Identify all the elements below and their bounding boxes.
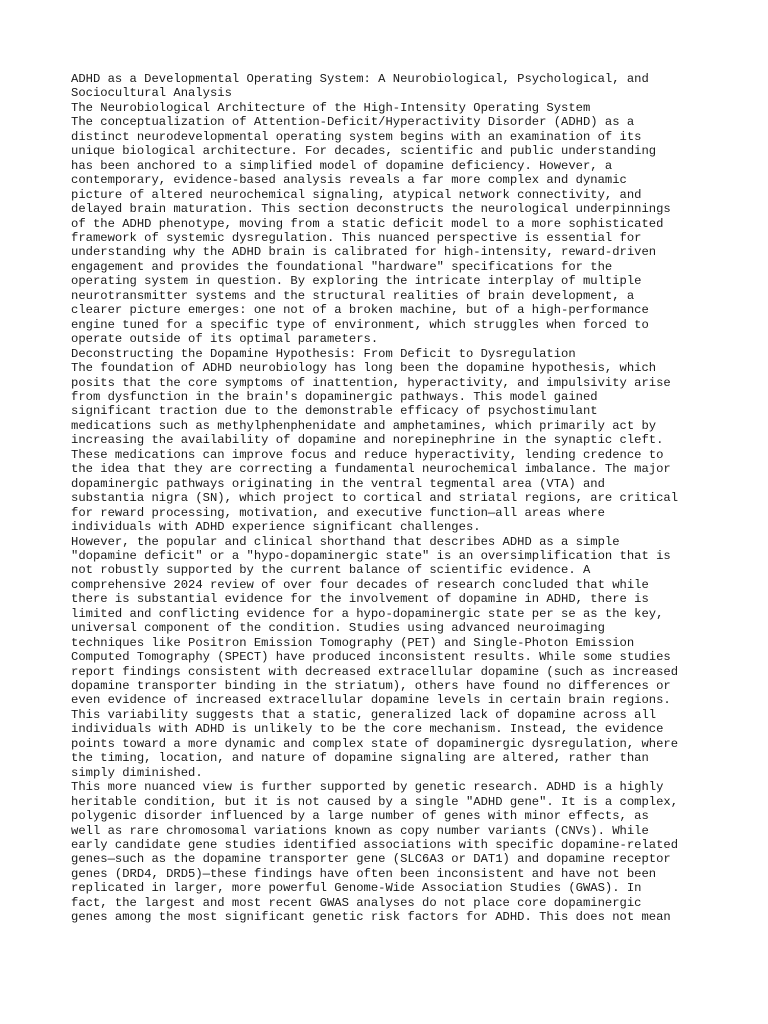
body-line: heritable condition, but it is not caused by a single "ADHD gene". It is a complex, xyxy=(71,794,679,809)
body-line: These medications can improve focus and reduce hyperactivity, lending credence to xyxy=(71,447,664,462)
body-line: for reward processing, motivation, and executive function—all areas where xyxy=(71,505,605,520)
body-line: individuals with ADHD is unlikely to be the core mechanism. Instead, the evidence xyxy=(71,722,664,737)
document-page xyxy=(71,72,711,925)
body-line: dopamine transporter binding in the striatum), others have found no differences or xyxy=(71,679,671,694)
body-line: polygenic disorder influenced by a large number of genes with minor effects, as xyxy=(71,809,649,824)
body-line: operate outside of its optimal parameters. xyxy=(71,332,379,347)
section-heading: Deconstructing the Dopamine Hypothesis: From Deficit to Dysregulation xyxy=(71,346,576,361)
body-line: techniques like Positron Emission Tomography (PET) and Single-Photon Emission xyxy=(71,635,635,650)
body-line: genes among the most significant genetic risk factors for ADHD. This does not mean xyxy=(71,910,671,925)
body-line: The conceptualization of Attention-Deficit/Hyperactivity Disorder (ADHD) as a xyxy=(71,115,635,130)
body-line: the idea that they are correcting a fundamental neurochemical imbalance. The major xyxy=(71,462,671,477)
body-line: operating system in question. By exploring the intricate interplay of multiple xyxy=(71,274,642,289)
body-line: understanding why the ADHD brain is calibrated for high-intensity, reward-driven xyxy=(71,245,657,260)
body-line: distinct neurodevelopmental operating system begins with an examination of its xyxy=(71,129,642,144)
body-line: neurotransmitter systems and the structural realities of brain development, a xyxy=(71,288,635,303)
body-line: contemporary, evidence-based analysis reveals a far more complex and dynamic xyxy=(71,173,627,188)
body-line: there is substantial evidence for the involvement of dopamine in ADHD, there is xyxy=(71,592,649,607)
body-line: well as rare chromosomal variations known as copy number variants (CNVs). While xyxy=(71,823,649,838)
body-line: "dopamine deficit" or a "hypo-dopaminergic state" is an oversimplification that is xyxy=(71,548,671,563)
body-line: genes (DRD4, DRD5)—these findings have often been inconsistent and have not been xyxy=(71,866,657,881)
body-line: universal component of the condition. Studies using advanced neuroimaging xyxy=(71,621,605,636)
body-line: from dysfunction in the brain's dopaminergic pathways. This model gained xyxy=(71,389,598,404)
body-line: substantia nigra (SN), which project to cortical and striatal regions, are critical xyxy=(71,491,679,506)
body-line: medications such as methylphenphenidate and amphetamines, which primarily act by xyxy=(71,418,657,433)
body-line: comprehensive 2024 review of over four decades of research concluded that while xyxy=(71,577,649,592)
body-line: individuals with ADHD experience significant challenges. xyxy=(71,520,481,535)
body-line: limited and conflicting evidence for a hypo-dopaminergic state per se as the key, xyxy=(71,606,664,621)
body-line: However, the popular and clinical shorthand that describes ADHD as a simple xyxy=(71,534,620,549)
body-line: genes—such as the dopamine transporter gene (SLC6A3 or DAT1) and dopamine receptor xyxy=(71,852,671,867)
body-line: has been anchored to a simplified model of dopamine deficiency. However, a xyxy=(71,158,613,173)
body-line: This more nuanced view is further supported by genetic research. ADHD is a highly xyxy=(71,780,664,795)
body-line: not robustly supported by the current balance of scientific evidence. A xyxy=(71,563,591,578)
body-line: framework of systemic dysregulation. This nuanced perspective is essential for xyxy=(71,230,642,245)
body-line: clearer picture emerges: one not of a broken machine, but of a high-performance xyxy=(71,303,649,318)
body-line: early candidate gene studies identified associations with specific dopamine-related xyxy=(71,838,679,853)
body-line: Computed Tomography (SPECT) have produced inconsistent results. While some studies xyxy=(71,650,671,665)
body-line: simply diminished. xyxy=(71,765,203,780)
body-line: unique biological architecture. For decades, scientific and public understanding xyxy=(71,144,657,159)
body-line: replicated in larger, more powerful Genome-Wide Association Studies (GWAS). In xyxy=(71,881,642,896)
body-line: significant traction due to the demonstrable efficacy of psychostimulant xyxy=(71,404,598,419)
body-line: engine tuned for a specific type of environment, which struggles when forced to xyxy=(71,317,649,332)
body-line: posits that the core symptoms of inattention, hyperactivity, and impulsivity arise xyxy=(71,375,671,390)
body-line: fact, the largest and most recent GWAS analyses do not place core dopaminergic xyxy=(71,895,642,910)
body-line: engagement and provides the foundational "hardware" specifications for the xyxy=(71,259,613,274)
body-line: of the ADHD phenotype, moving from a static deficit model to a more sophisticated xyxy=(71,216,664,231)
body-line: picture of altered neurochemical signaling, atypical network connectivity, and xyxy=(71,187,642,202)
body-line: delayed brain maturation. This section deconstructs the neurological underpinnings xyxy=(71,202,671,217)
body-line: The foundation of ADHD neurobiology has long been the dopamine hypothesis, which xyxy=(71,361,657,376)
body-line: even evidence of increased extracellular dopamine levels in certain brain regions. xyxy=(71,693,671,708)
body-line: This variability suggests that a static, generalized lack of dopamine across all xyxy=(71,707,657,722)
title-line: ADHD as a Developmental Operating System: A Neurobiological, Psychological, and xyxy=(71,72,649,86)
section-heading: The Neurobiological Architecture of the High-Intensity Operating System xyxy=(71,100,591,115)
title-line: Sociocultural Analysis xyxy=(71,86,232,101)
body-line: report findings consistent with decreased extracellular dopamine (such as increased xyxy=(71,664,679,679)
body-line: increasing the availability of dopamine and norepinephrine in the synaptic cleft. xyxy=(71,433,664,448)
body-line: the timing, location, and nature of dopamine signaling are altered, rather than xyxy=(71,751,649,766)
body-line: points toward a more dynamic and complex state of dopaminergic dysregulation, where xyxy=(71,736,679,751)
body-line: dopaminergic pathways originating in the ventral tegmental area (VTA) and xyxy=(71,476,605,491)
